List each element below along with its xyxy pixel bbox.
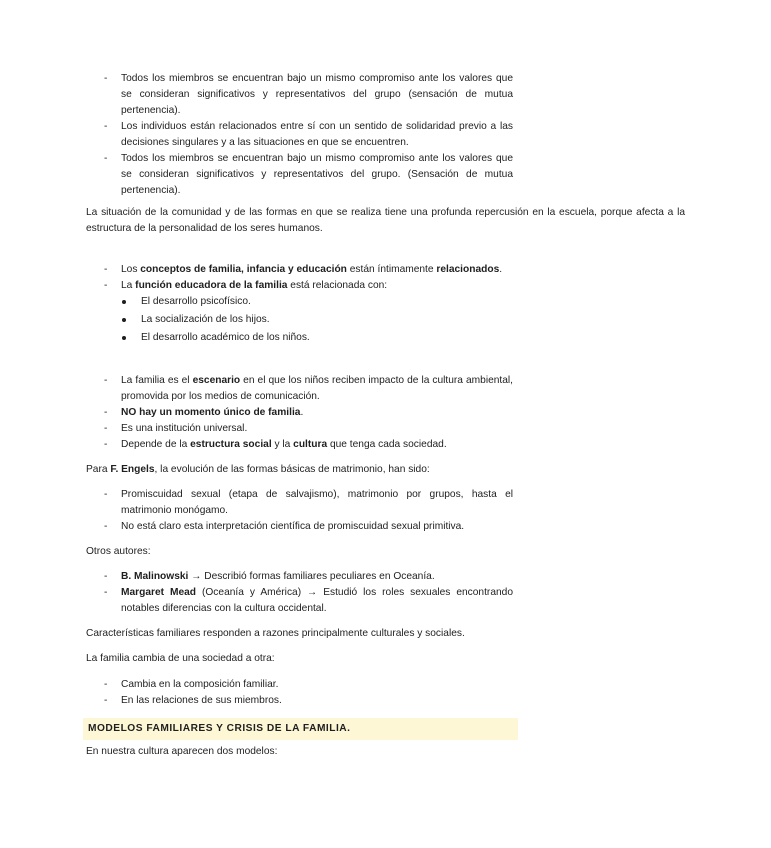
list-item: - En las relaciones de sus miembros. [0,693,599,709]
text-span: y la [271,439,294,450]
list-matrimony [0,487,599,535]
text-span: → Describió formas familiares peculiares en Oceanía. [188,571,435,582]
list-item [0,405,599,421]
text-span: . [499,264,503,275]
list-item [0,262,599,278]
list-item: - Todos los miembros se encuentran bajo un mismo compromiso ante los valores que se consideran significativos y representativos del grupo. (Sensación de mutua pertenencia). [0,151,599,199]
paragraph-community: La situación de la comunidad y de las formas en que se realiza tiene una profunda repercusión en la escuela, porque afecta a la estructura de la personalidad de los seres humanos. [86,207,685,234]
text-span: (Oceanía y América) → Estudió los roles sexuales encontrando notables diferencias con la cultura occidental. [121,587,513,614]
list-item [0,569,599,585]
text-span: están íntimamente [346,264,437,275]
list-changes [0,677,599,709]
list-item: - Es una institución universal. [0,421,599,437]
bold-text: relacionados [436,264,500,275]
list-item [0,373,599,405]
bold-text: estructura social [190,439,272,450]
bold-text: escenario [192,375,241,386]
list-family-scenario [0,373,599,453]
bold-text: Margaret Mead [121,587,197,598]
bold-text: NO hay un momento único de familia [121,407,301,418]
bold-text: cultura [293,439,328,450]
list-concepts [0,262,599,346]
bullet-item: El desarrollo académico de los niños. [0,330,599,346]
list-item [0,278,599,294]
list-authors [0,569,599,617]
list-item: - Todos los miembros se encuentran bajo un mismo compromiso ante los valores que se consideran significativos y representativos del grupo (sensación de mutua pertenencia). [0,71,599,119]
bold-text: conceptos de familia, infancia y educación [140,264,347,275]
text-span: , la evolución de las formas básicas de matrimonio, han sido: [154,464,430,475]
bold-text: B. Malinowski [121,571,189,582]
list-item [0,585,599,617]
list-item: - Los individuos están relacionados entre sí con un sentido de solidaridad previo a las decisiones singulares y a las situaciones en que se encuentren. [0,119,599,151]
text-span: . [300,407,304,418]
bold-text: F. Engels [110,464,155,475]
paragraph-characteristics: Características familiares responden a razones principalmente culturales y sociales. [86,628,465,639]
bullet-item: La socialización de los hijos. [0,312,599,328]
text-span: Los [121,264,141,275]
list-item: - No está claro esta interpretación científica de promiscuidad sexual primitiva. [0,519,599,535]
text-span: La familia es el [121,375,193,386]
list-item: - Cambia en la composición familiar. [0,677,599,693]
text-span: Para [86,464,111,475]
bullet-item: El desarrollo psicofísico. [0,294,599,310]
paragraph-family-changes: La familia cambia de una sociedad a otra: [86,653,275,664]
list-item: - Promiscuidad sexual (etapa de salvajismo), matrimonio por grupos, hasta el matrimonio monógamo. [0,487,599,519]
text-span: La [121,280,136,291]
paragraph-engels [0,462,771,478]
text-span: en el que los niños reciben impacto de la cultura ambiental, promovida por los medios de comunicación. [121,375,514,402]
paragraph-other-authors: Otros autores: [86,546,151,557]
text-span: Depende de la [121,439,191,450]
text-span: está relacionada con: [287,280,388,291]
text-span: que tenga cada sociedad. [327,439,447,450]
paragraph-models: En nuestra cultura aparecen dos modelos: [86,746,278,757]
list-group-values [0,71,599,199]
section-heading: MODELOS FAMILIARES Y CRISIS DE LA FAMILIA. [88,723,351,734]
list-item [0,437,599,453]
bold-text: función educadora de la familia [135,280,288,291]
